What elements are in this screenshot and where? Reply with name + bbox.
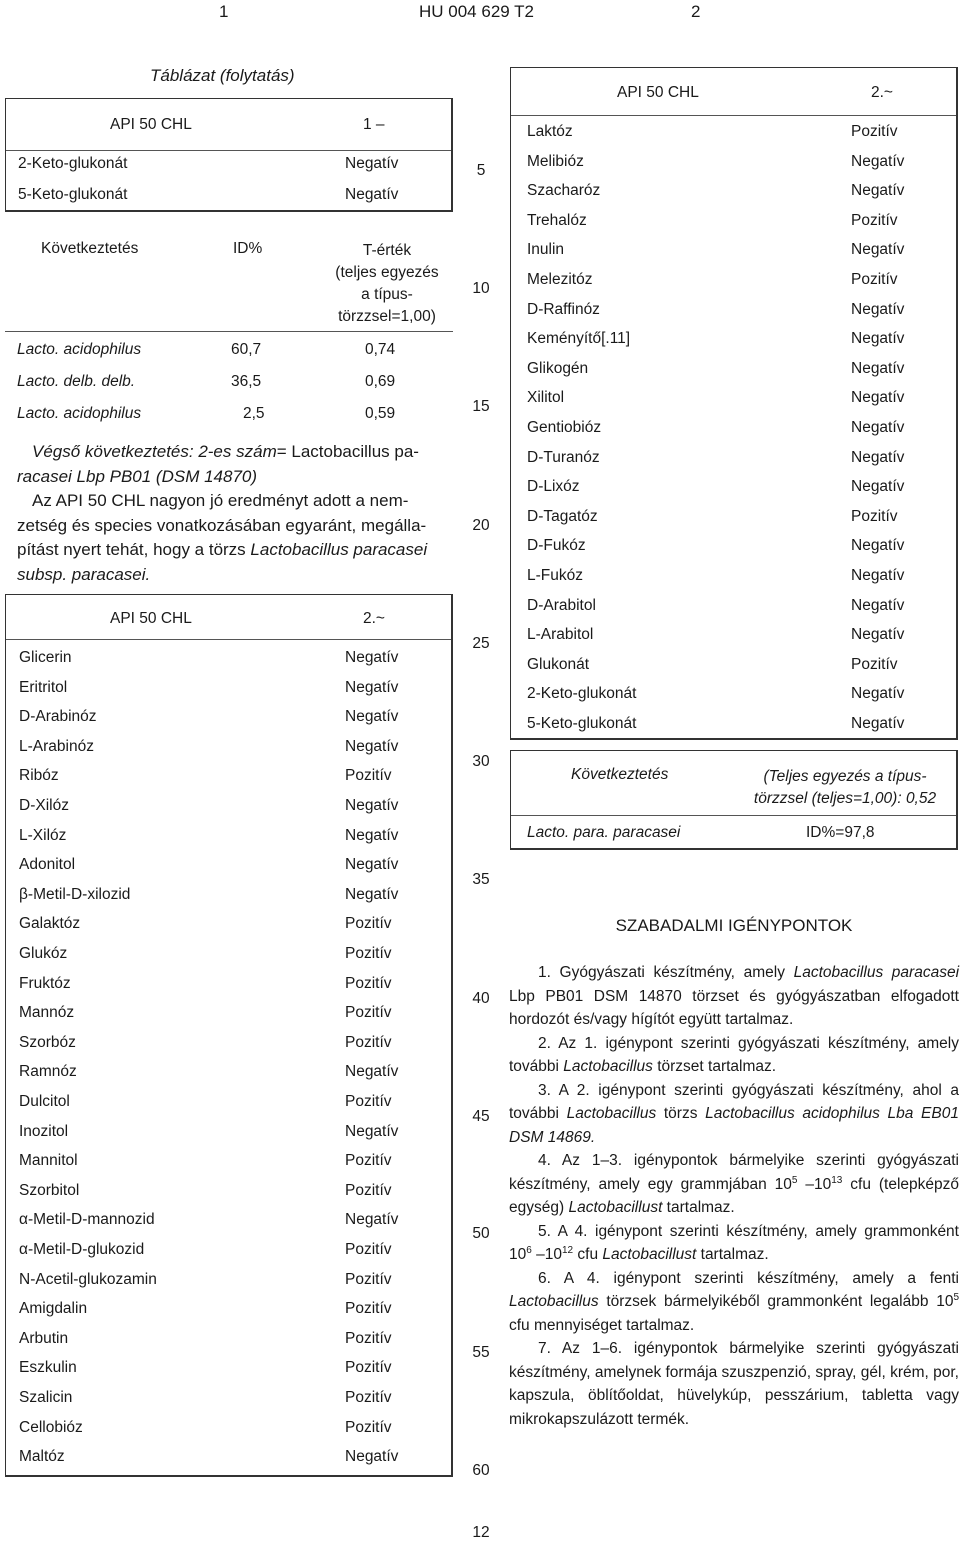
table3-api: API 50 CHL 2.~ Laktóz Pozitív Melibióz Negatív Szacharóz Negatív Trehalóz Pozitív Inulin Negatív Melezitóz Pozitív D-Raffinóz Negatív Keményítő[.11] Negatív Glikogén Negatív Xilitol Negatív Gentiobióz Negatív D-Turanóz Negatív D-Lixóz Negatív D-Tagatóz Pozitív D-Fukóz Negatív L-Fukóz Negatív D-Arabitol Negatív L-Arabitol Negatív Glukonát Pozitív 2-Keto-glukonát Negatív 5-Keto-glukonát Negatív [510, 67, 958, 740]
row-name: Szalicin [19, 1389, 73, 1406]
row-value: Pozitív [345, 1152, 392, 1170]
claims-list [509, 961, 959, 1431]
row-value: Pozitív [345, 1004, 392, 1022]
row-value: Pozitív [345, 1270, 392, 1288]
row-value: Pozitív [345, 1093, 392, 1110]
line-number: 15 [472, 398, 490, 415]
row-name: N-Acetil-glukozamin [19, 1270, 157, 1288]
claim-6: 6. A 4. igénypont szerinti készítmény, amely a fenti Lactobacillus törzsek bármelyikéből grammonként legalább $10^5$ cfu mennyiséget tartalmaz. [509, 1269, 959, 1334]
line-number: 45 [472, 1108, 490, 1125]
row-value: Negatív [345, 678, 399, 696]
row-name: Ribóz [19, 767, 59, 785]
line-number: 10 [472, 280, 490, 297]
left-page-number: 1 [219, 2, 229, 21]
row-name: Dulcitol [19, 1093, 70, 1110]
row-value: Pozitív [345, 915, 392, 933]
table3-divider [511, 115, 956, 116]
row-name: Eritritol [19, 678, 68, 696]
table2-api: API 50 CHL 2.~ Glicerin Negatív Eritritol Negatív D-Arabinóz Negatív L-Arabinóz Negatív Ribóz Pozitív D-Xilóz Negatív L-Xilóz Negatív Adonitol Negatív β-Metil-D-xilozid Negatív Galaktóz Pozitív Glukóz Pozitív Fruktóz Pozitív Mannóz Pozitív Szorbóz Pozitív Ramnóz Negatív Dulcitol Pozitív Inozitol Negatív Mannitol Pozitív Szorbitol Pozitív α-Metil-D-mannozid Negatív α-Metil-D-glukozid Pozitív N-Acetil-glukozamin Pozitív Amigdalin Pozitív Arbutin Pozitív Eszkulin Pozitív Szalicin Pozitív Cellobióz Pozitív Maltóz Negatív [5, 594, 453, 1477]
row-value: Pozitív [345, 1181, 392, 1199]
row-name: D-Turanóz [527, 448, 600, 466]
line-number: 50 [472, 1225, 490, 1242]
row-name: Inulin [527, 241, 565, 259]
row-value: Negatív [851, 448, 905, 466]
row-value: Negatív [851, 419, 905, 436]
row-value: Pozitív [345, 1389, 392, 1406]
row-name: Glukóz [19, 945, 68, 962]
final-conclusion-paragraph: Végső következtetés: 2-es szám= Lactobacillus pa- racasei Lbp PB01 (DSM 14870) Az API 50 CHL nagyon jó eredményt adott a nem- zetség és species vonatkozásában egyaránt, megálla- pítást nyert tehát, hogy a törzs Lactobacillus paracasei subsp. paracasei. [17, 442, 428, 584]
row-value: Negatív [851, 152, 905, 170]
row-value: Negatív [851, 478, 905, 496]
row-name: 5-Keto-glukonát [527, 715, 637, 732]
row-value: Pozitív [345, 1241, 392, 1258]
row-name: Szacharóz [527, 182, 601, 200]
table2-divider [6, 639, 451, 640]
row-name: L-Fukóz [527, 567, 583, 584]
row-name: α-Metil-D-mannozid [19, 1211, 155, 1229]
row-name: Mannitol [19, 1152, 78, 1170]
line-number: 5 [476, 162, 486, 179]
row-value: Negatív [345, 1211, 399, 1229]
row-value: Negatív [851, 567, 905, 584]
row-name: Ramnóz [19, 1063, 77, 1081]
row-name: D-Raffinóz [527, 300, 600, 318]
row-value: Negatív [851, 182, 905, 200]
row-name: Keményítő[.11] [527, 330, 631, 348]
row-value: Negatív [851, 389, 905, 407]
patent-number: HU 004 629 T2 [419, 2, 534, 21]
row-name: D-Arabitol [527, 596, 596, 614]
table1-api: API 50 CHL 1 – 2-Keto-glukonát Negatív 5-Keto-glukonát Negatív [5, 98, 453, 212]
row-name: β-Metil-D-xilozid [19, 885, 131, 903]
row-name: Galaktóz [19, 915, 81, 933]
row-name: D-Lixóz [527, 478, 580, 496]
row-name: Cellobióz [19, 1418, 83, 1436]
row-value: Pozitív [345, 767, 392, 785]
row-value: Negatív [345, 826, 399, 844]
row-value: Pozitív [851, 655, 898, 673]
row-name: Glicerin [19, 649, 72, 666]
row-name: D-Xilóz [19, 797, 69, 814]
line-number: 20 [472, 517, 490, 534]
row-name: Szorbóz [19, 1033, 76, 1051]
row-name: Maltóz [19, 1448, 65, 1466]
right-page-number: 2 [691, 2, 701, 21]
row-name: D-Fukóz [527, 537, 586, 555]
footer-page-number: 12 [472, 1524, 490, 1541]
row-value: Negatív [851, 241, 905, 259]
table1-head-col2: 1 – [363, 116, 385, 133]
row-value: Negatív [345, 885, 399, 903]
claim-3: 3. A 2. igénypont szerinti gyógyászati készítmény, ahol a további Lactobacillus törzs Lactobacillus acidophilus Lba EB01 DSM 14869. [509, 1081, 959, 1146]
row-value: Pozitív [345, 1359, 392, 1377]
row-value: Pozitív [851, 123, 898, 140]
row-name: L-Arabitol [527, 626, 594, 644]
row-value: Negatív [851, 300, 905, 318]
line-number: 30 [472, 753, 490, 770]
row-value: Negatív [345, 737, 399, 755]
row-name: α-Metil-D-glukozid [19, 1241, 145, 1258]
row-name: Arbutin [19, 1329, 69, 1347]
line-number: 40 [472, 990, 490, 1007]
table1-divider [6, 150, 451, 151]
line-number: 60 [472, 1462, 490, 1479]
row-value: Negatív [851, 685, 905, 703]
row-value: Pozitív [345, 974, 392, 992]
row-value: Negatív [851, 626, 905, 644]
claim-2: 2. Az 1. igénypont szerinti gyógyászati készítmény, amely további Lactobacillus törzset tartalmaz. [509, 1034, 959, 1075]
row-name: Eszkulin [19, 1359, 77, 1377]
row-name: Melibióz [527, 152, 584, 170]
row-value: Negatív [851, 537, 905, 555]
row-value: Pozitív [851, 211, 898, 229]
row-value: Negatív [345, 649, 399, 666]
row-value: Pozitív [345, 1033, 392, 1051]
row-name: Szorbitol [19, 1181, 80, 1199]
table3-conclusion: Következtetés (Teljes egyezés a típus- törzzsel (teljes=1,00): 0,52 Lacto. para. paracasei ID%=97,8 [510, 750, 958, 850]
row-value: Pozitív [345, 1300, 392, 1318]
row-name: Mannóz [19, 1004, 75, 1022]
table-caption: Táblázat (folytatás) [150, 66, 295, 85]
row-value: Negatív [851, 359, 905, 377]
row-name: Laktóz [527, 123, 573, 140]
claim-4: 4. Az 1–3. igénypontok bármelyike szerinti gyógyászati készítmény, amely egy grammjában $10^5$ $-10^{13}$ cfu (telepképző egység) Lactobacillust tartalmaz. [509, 1152, 959, 1216]
line-number: 25 [472, 635, 490, 652]
claim-7: 7. Az 1–6. igénypontok bármelyike szerinti gyógyászati készítmény, amelynek formája szuszpenzió, spray, gél, krém, por, kapszula, öblítőoldat, hüvelykúp, pesszárium, tabletta vagy mikrokapszulázott termék. [509, 1340, 959, 1428]
row-name: D-Tagatóz [527, 507, 598, 525]
claim-5: 5. A 4. igénypont szerinti készítmény, amely grammonként $10^6$ $-10^{12}$ cfu Lactobacillust tartalmaz. [509, 1222, 959, 1263]
row-value: Negatív [851, 330, 905, 348]
line-number: 55 [472, 1344, 490, 1361]
row-name: Gentiobióz [527, 419, 602, 436]
claims-title: SZABADALMI IGÉNYPONTOK [615, 916, 853, 935]
row-name: Xilitol [527, 389, 565, 407]
row-name: Inozitol [19, 1122, 69, 1140]
table1-head-col1: API 50 CHL [110, 116, 192, 133]
row-value: Negatív [345, 1063, 399, 1081]
row-value: Negatív [345, 708, 399, 726]
row-value: Pozitív [345, 945, 392, 962]
row-value: Negatív [345, 1448, 399, 1466]
row-name: Glikogén [527, 359, 589, 377]
row-name: Melezitóz [527, 271, 593, 288]
conclusion-name: Lacto. para. paracasei [527, 824, 681, 841]
row-value: Pozitív [345, 1329, 392, 1347]
row-name: 2-Keto-glukonát [527, 685, 637, 703]
row-name: D-Arabinóz [19, 708, 97, 726]
conclusion-id: ID%=97,8 [806, 824, 875, 841]
row-value: Negatív [851, 596, 905, 614]
conclusion1-head: Következtetés ID% T-érték (teljes egyezés a típus- törzzsel=1,00) [5, 232, 453, 332]
row-value: Negatív [851, 715, 905, 732]
row-name: Trehalóz [527, 211, 587, 229]
row-value: Pozitív [851, 271, 898, 288]
claim-1: 1. Gyógyászati készítmény, amely Lactobacillus paracasei Lbp PB01 DSM 14870 törzset és gyógyászatban elfogadott hordozót és/vagy hígítót együtt tartalmaz. [509, 964, 960, 1028]
line-number: 35 [472, 871, 490, 888]
row-value: Pozitív [851, 507, 898, 525]
row-value: Negatív [345, 1122, 399, 1140]
row-name: Fruktóz [19, 974, 71, 992]
row-value: Pozitív [345, 1418, 392, 1436]
row-name: Amigdalin [19, 1300, 88, 1318]
row-name: L-Arabinóz [19, 737, 94, 755]
row-name: L-Xilóz [19, 826, 67, 844]
row-name: Adonitol [19, 856, 76, 874]
row-name: Glukonát [527, 655, 590, 673]
row-value: Negatív [345, 856, 399, 874]
row-value: Negatív [345, 797, 399, 814]
